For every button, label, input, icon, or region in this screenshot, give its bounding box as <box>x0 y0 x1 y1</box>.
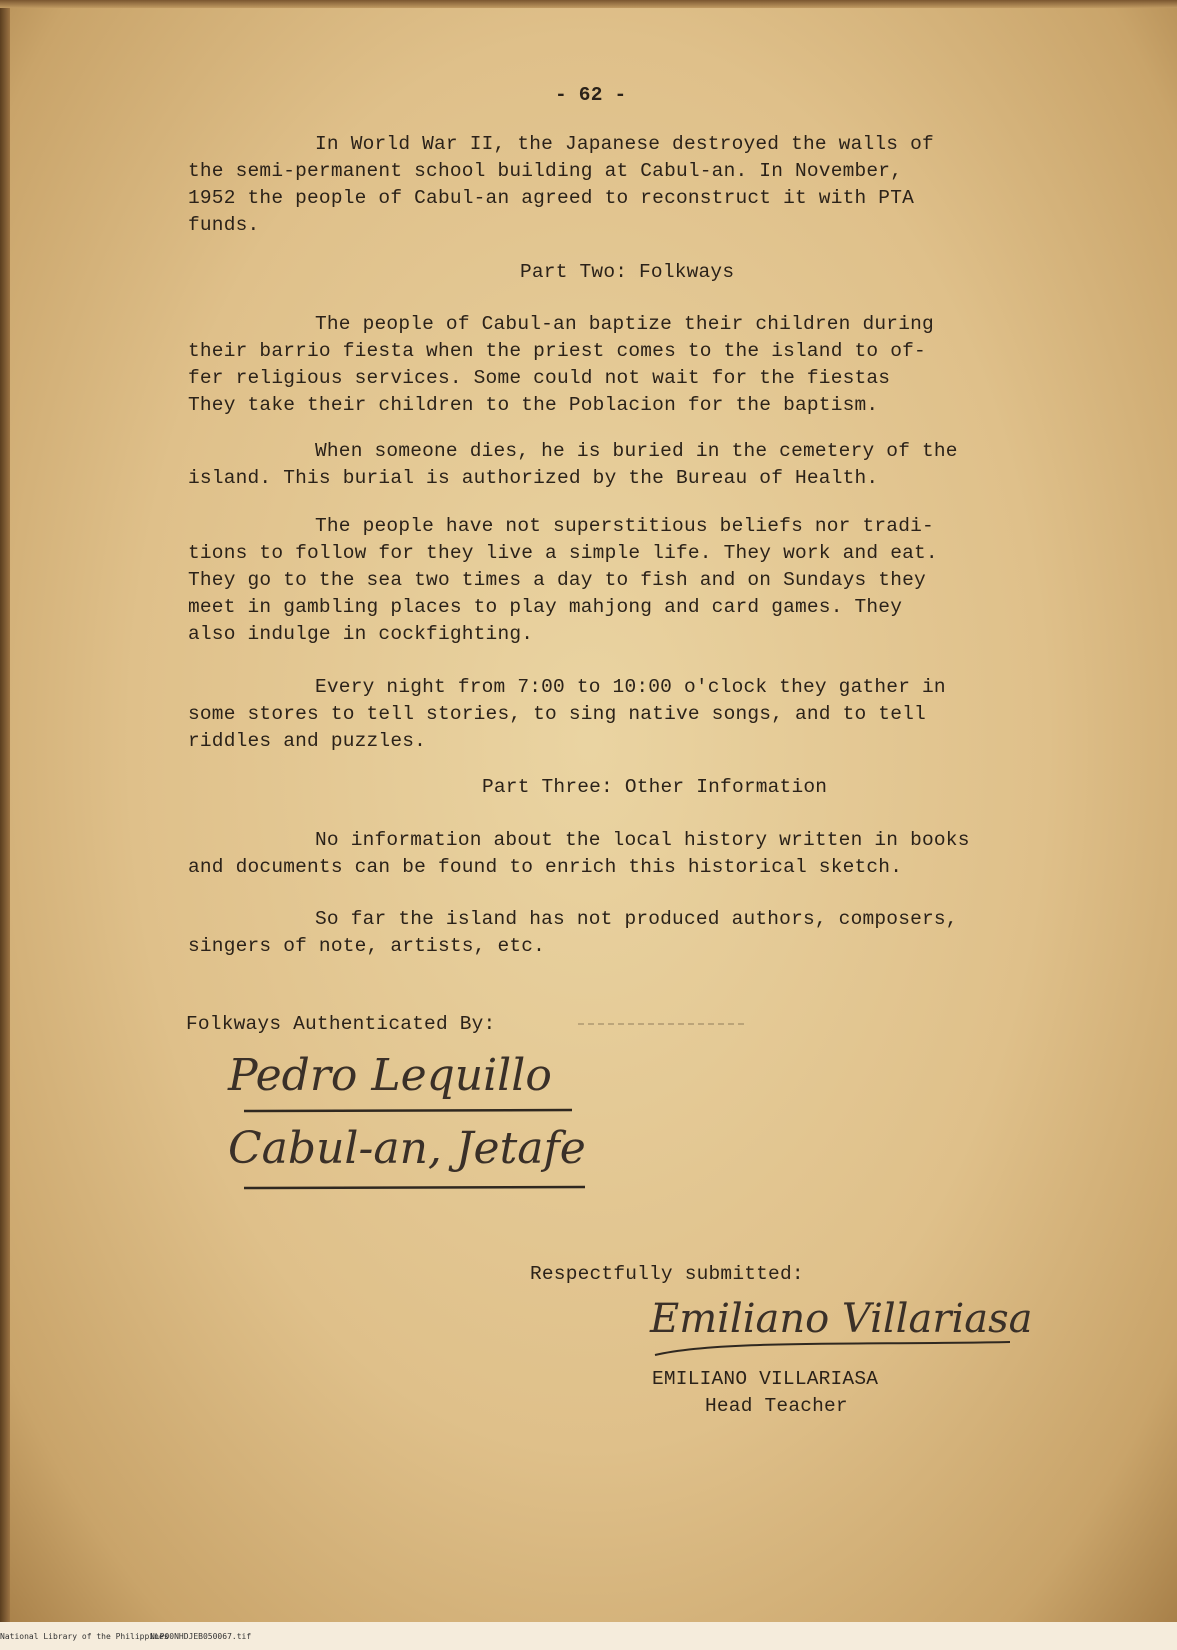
text-line: meet in gambling places to play mahjong and card games. They <box>188 596 903 618</box>
text-line: The people of Cabul-an baptize their children during <box>315 313 934 335</box>
text-line: tions to follow for they live a simple life. They work and eat. <box>188 542 938 564</box>
text-line: the semi-permanent school building at Cabul-an. In November, <box>188 160 903 182</box>
section-heading-part-two: Part Two: Folkways <box>520 261 735 283</box>
authenticated-by-label: Folkways Authenticated By: <box>186 1013 496 1035</box>
page-number: - 62 - <box>555 84 627 106</box>
text-line: also indulge in cockfighting. <box>188 623 534 645</box>
respectfully-submitted-label: Respectfully submitted: <box>530 1263 804 1285</box>
text-line: some stores to tell stories, to sing native songs, and to tell <box>188 703 926 725</box>
footer-file-name: NLP00NHDJEB050067.tif <box>150 1632 252 1641</box>
text-line: funds. <box>188 214 260 236</box>
handwritten-signer-name: Pedro Lequillo <box>228 1050 552 1101</box>
text-line: their barrio fiesta when the priest comes to the island to of- <box>188 340 926 362</box>
text-line: So far the island has not produced authors, composers, <box>315 908 958 930</box>
text-line: They take their children to the Poblacion for the baptism. <box>188 394 879 416</box>
text-line: island. This burial is authorized by the Bureau of Health. <box>188 467 879 489</box>
section-heading-part-three: Part Three: Other Information <box>482 776 828 798</box>
text-line: fer religious services. Some could not wait for the fiestas <box>188 367 891 389</box>
text-line: They go to the sea two times a day to fish and on Sundays they <box>188 569 926 591</box>
handwritten-signature: Emiliano Villariasa <box>650 1296 1033 1342</box>
text-line: Every night from 7:00 to 10:00 o'clock they gather in <box>315 676 946 698</box>
text-line: No information about the local history written in books <box>315 829 970 851</box>
text-line: In World War II, the Japanese destroyed the walls of <box>315 133 934 155</box>
footer-library-name: National Library of the Philippines <box>0 1632 169 1641</box>
handwritten-signer-place: Cabul-an, Jetafe <box>228 1123 586 1174</box>
text-line: The people have not superstitious beliefs nor tradi- <box>315 515 934 537</box>
text-line: and documents can be found to enrich this historical sketch. <box>188 856 903 878</box>
text-line: When someone dies, he is buried in the cemetery of the <box>315 440 958 462</box>
text-line: riddles and puzzles. <box>188 730 427 752</box>
submitter-name: EMILIANO VILLARIASA <box>652 1368 879 1390</box>
text-line: 1952 the people of Cabul-an agreed to reconstruct it with PTA <box>188 187 915 209</box>
submitter-title: Head Teacher <box>705 1395 848 1417</box>
text-line: singers of note, artists, etc. <box>188 935 546 957</box>
